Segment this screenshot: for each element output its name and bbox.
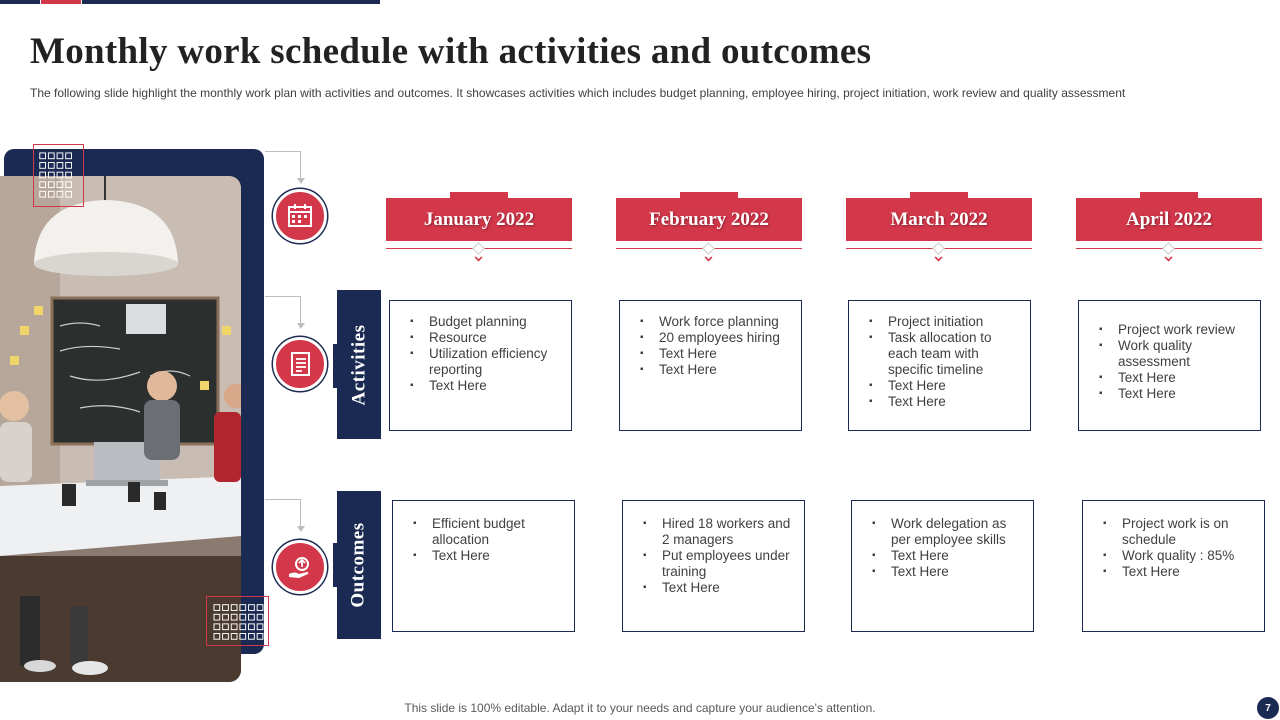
month-label: April 2022 bbox=[1076, 198, 1262, 241]
list-item: ▪ Project initiation bbox=[869, 314, 1022, 330]
month-header-april bbox=[1076, 192, 1262, 264]
activities-list bbox=[620, 301, 801, 378]
accent-segment-navy-long bbox=[82, 0, 380, 4]
chevron-down-icon bbox=[475, 254, 483, 262]
list-item: ▪ Text Here bbox=[872, 548, 1025, 564]
grid-pattern-icon bbox=[34, 145, 83, 206]
month-header-march bbox=[846, 192, 1032, 264]
list-item: ▪ Work force planning bbox=[640, 314, 793, 330]
list-item: ▪ Text Here bbox=[1099, 386, 1252, 402]
outcomes-row-label bbox=[337, 491, 381, 639]
hand-growth-icon bbox=[286, 553, 314, 581]
list-item: ▪ Project work review bbox=[1099, 322, 1252, 338]
slide-title: Monthly work schedule with activities and outcomes bbox=[30, 31, 872, 72]
document-list-icon bbox=[286, 350, 314, 378]
activities-card-february bbox=[619, 300, 802, 431]
activities-list bbox=[849, 301, 1030, 410]
outcomes-card-january bbox=[392, 500, 575, 632]
list-item: ▪ Budget planning bbox=[410, 314, 563, 330]
decorative-grid-pattern-bottom bbox=[206, 596, 269, 646]
list-item: ▪ Text Here bbox=[643, 580, 796, 596]
page-number-badge: 7 bbox=[1257, 697, 1279, 719]
list-item: ▪ Task allocation to each team with specific timeline bbox=[869, 330, 1022, 378]
list-item: ▪ Put employees under training bbox=[643, 548, 796, 580]
calendar-icon bbox=[286, 202, 314, 230]
outcomes-list bbox=[623, 501, 804, 596]
list-item: ▪ Utilization efficiency reporting bbox=[410, 346, 563, 378]
list-item: ▪ Text Here bbox=[640, 362, 793, 378]
list-item: ▪ Resource bbox=[410, 330, 563, 346]
outcomes-card-march bbox=[851, 500, 1034, 632]
month-header-february bbox=[616, 192, 802, 264]
outcomes-list bbox=[852, 501, 1033, 580]
activities-card-march bbox=[848, 300, 1031, 431]
chevron-down-icon bbox=[1165, 254, 1173, 262]
decorative-grid-pattern bbox=[33, 144, 84, 207]
slide-footer: This slide is 100% editable. Adapt it to your needs and capture your audience's attention. bbox=[404, 701, 876, 715]
slide-subtitle: The following slide highlight the monthly work plan with activities and outcomes. It showcases activities which includes budget planning, employee hiring, project initiation, work review and quality assessment bbox=[30, 86, 1126, 100]
connector-line bbox=[265, 499, 301, 527]
activities-label-text: Activities bbox=[348, 324, 370, 405]
list-item: ▪ Text Here bbox=[872, 564, 1025, 580]
outcomes-list bbox=[393, 501, 574, 564]
list-item: ▪ Text Here bbox=[869, 378, 1022, 394]
list-item: ▪ Text Here bbox=[1099, 370, 1252, 386]
connector-line bbox=[265, 151, 301, 179]
month-label: January 2022 bbox=[386, 198, 572, 241]
activities-list bbox=[1079, 301, 1260, 402]
outcomes-label-text: Outcomes bbox=[348, 522, 370, 608]
list-item: ▪ Efficient budget allocation bbox=[413, 516, 566, 548]
list-item: ▪ Text Here bbox=[410, 378, 563, 394]
connector-arrow bbox=[297, 526, 305, 532]
list-item: ▪ Text Here bbox=[869, 394, 1022, 410]
connector-line bbox=[265, 296, 301, 324]
list-item: ▪ Project work is on schedule bbox=[1103, 516, 1256, 548]
accent-segment-red bbox=[41, 0, 81, 4]
activities-card-april bbox=[1078, 300, 1261, 431]
activities-card-january bbox=[389, 300, 572, 431]
activities-row-label bbox=[337, 290, 381, 439]
month-header-january bbox=[386, 192, 572, 264]
list-item: ▪ Text Here bbox=[1103, 564, 1256, 580]
list-item: ▪ Hired 18 workers and 2 managers bbox=[643, 516, 796, 548]
outcomes-card-april bbox=[1082, 500, 1265, 632]
list-item: ▪ Work quality assessment bbox=[1099, 338, 1252, 370]
list-item: ▪ 20 employees hiring bbox=[640, 330, 793, 346]
meeting-photo bbox=[0, 176, 241, 682]
chevron-down-icon bbox=[705, 254, 713, 262]
outcomes-card-february bbox=[622, 500, 805, 632]
list-item: ▪ Work quality : 85% bbox=[1103, 548, 1256, 564]
grid-pattern-icon bbox=[207, 597, 268, 645]
list-item: ▪ Work delegation as per employee skills bbox=[872, 516, 1025, 548]
accent-segment-navy bbox=[0, 0, 40, 4]
chevron-down-icon bbox=[935, 254, 943, 262]
growth-circle bbox=[273, 540, 327, 594]
month-label: March 2022 bbox=[846, 198, 1032, 241]
connector-arrow bbox=[297, 178, 305, 184]
document-circle bbox=[273, 337, 327, 391]
calendar-circle bbox=[273, 189, 327, 243]
meeting-photo-illustration bbox=[0, 176, 241, 682]
month-label: February 2022 bbox=[616, 198, 802, 241]
connector-arrow bbox=[297, 323, 305, 329]
list-item: ▪ Text Here bbox=[640, 346, 793, 362]
list-item: ▪ Text Here bbox=[413, 548, 566, 564]
activities-list bbox=[390, 301, 571, 394]
outcomes-list bbox=[1083, 501, 1264, 580]
